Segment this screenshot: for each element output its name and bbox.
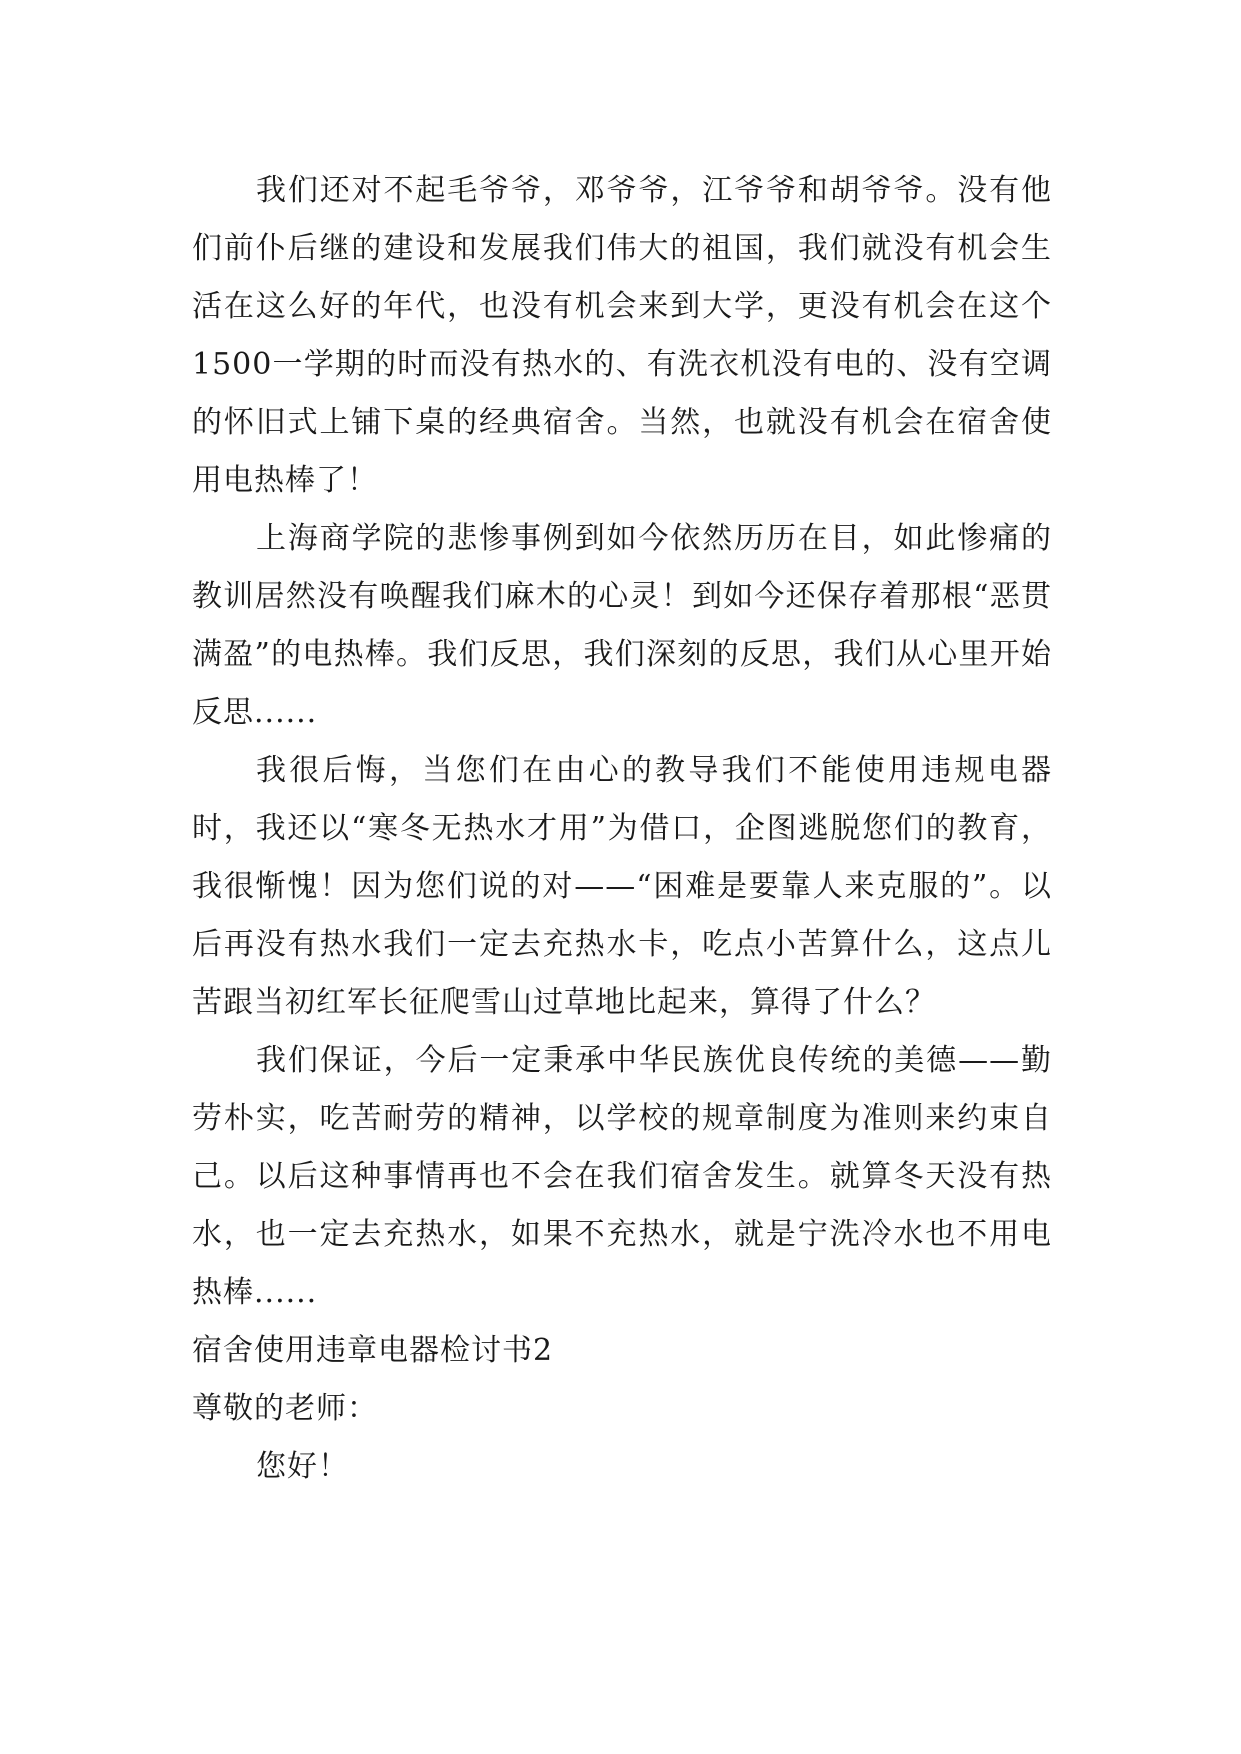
paragraph-apology-leaders: 我们还对不起毛爷爷，邓爷爷，江爷爷和胡爷爷。没有他们前仆后继的建设和发展我们伟大的祖国，我们就没有机会生活在这么好的年代，也没有机会来到大学，更没有机会在这个1500一学期的时而没有热水的、有洗衣机没有电的、没有空调的怀旧式上铺下桌的经典宿舍。当然，也就没有机会在宿舍使用电热棒了！ [192,173,1052,498]
paragraph-regret: 我很后悔，当您们在由心的教导我们不能使用违规电器时，我还以“寒冬无热水才用”为借口，企图逃脱您们的教育，我很惭愧！因为您们说的对——“困难是要靠人来克服的”。以后再没有热水我们一定去充热水卡，吃点小苦算什么，这点儿苦跟当初红军长征爬雪山过草地比起来，算得了什么？ [192,753,1052,1020]
section-title: 宿舍使用违章电器检讨书2 [192,1333,554,1368]
paragraph-promise: 我们保证，今后一定秉承中华民族优良传统的美德——勤劳朴实，吃苦耐劳的精神，以学校的规章制度为准则来约束自己。以后这种事情再也不会在我们宿舍发生。就算冬天没有热水，也一定去充热水，如果不充热水，就是宁洗冷水也不用电热棒...... [192,1043,1052,1310]
paragraph-reflection: 上海商学院的悲惨事例到如今依然历历在目，如此惨痛的教训居然没有唤醒我们麻木的心灵！到如今还保存着那根“恶贯满盈”的电热棒。我们反思，我们深刻的反思，我们从心里开始反思...... [192,521,1052,730]
salutation: 尊敬的老师： [192,1391,378,1426]
document-body [192,162,1052,1496]
greeting: 您好！ [256,1449,349,1484]
